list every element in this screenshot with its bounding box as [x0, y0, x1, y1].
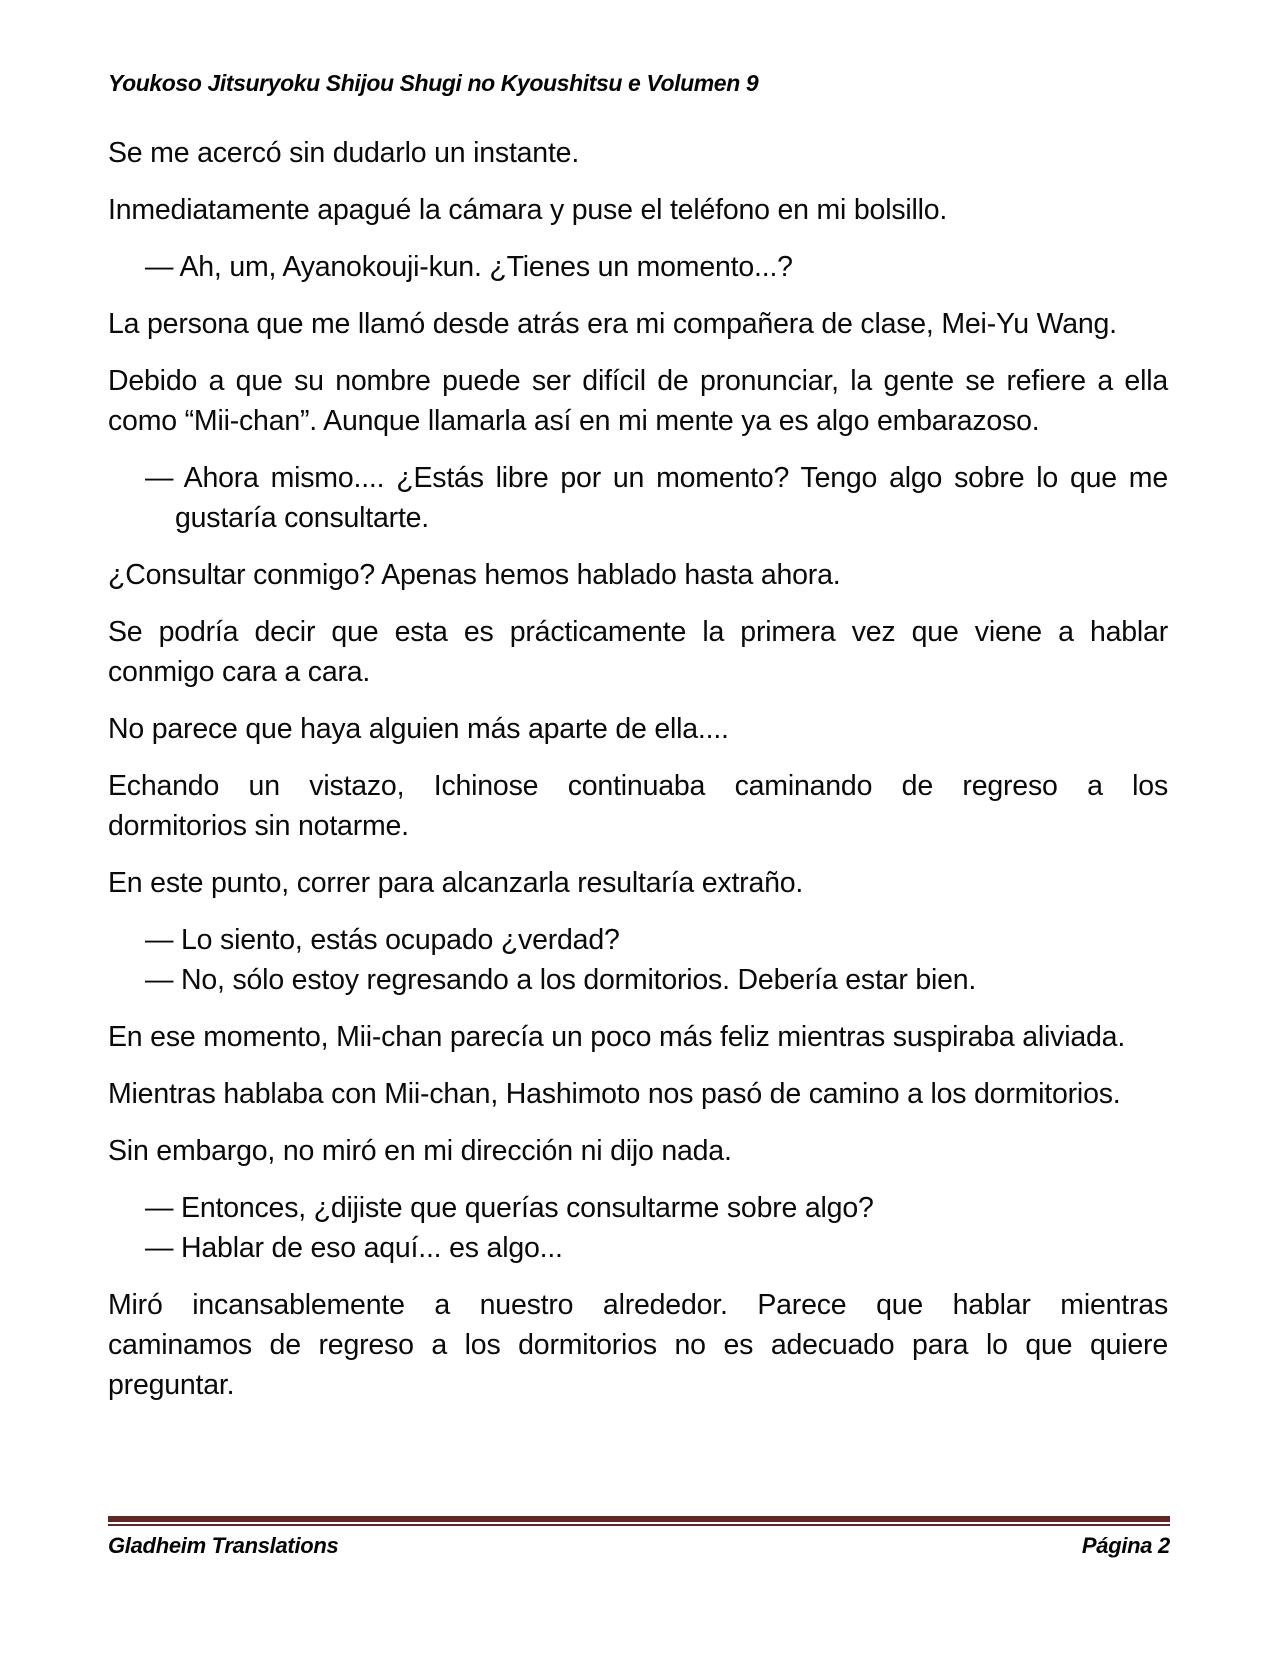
text-line: La persona que me llamó desde atrás era mi compañera de clase, Mei-Yu Wang. [108, 308, 1117, 340]
paragraph [108, 133, 1168, 173]
footer-rule-thin [108, 1524, 1170, 1526]
text-line: preguntar. [108, 1369, 235, 1401]
paragraph [108, 612, 1168, 692]
text-line: — No, sólo estoy regresando a los dormitorios. Debería estar bien. [145, 964, 977, 996]
page-footer [108, 1516, 1170, 1559]
dialogue-paragraph [108, 1188, 1168, 1268]
paragraph [108, 766, 1168, 846]
text-line: Se podría decir que esta es prácticamente la primera vez que viene a hablar [108, 616, 1168, 648]
text-line: Echando un vistazo, Ichinose continuaba caminando de regreso a los [108, 770, 1168, 802]
text-line: Miró incansablemente a nuestro alrededor. Parece que hablar mientras [108, 1289, 1168, 1321]
text-line: Mientras hablaba con Mii-chan, Hashimoto nos pasó de camino a los dormitorios. [108, 1078, 1121, 1110]
text-line: — Lo siento, estás ocupado ¿verdad? [145, 924, 620, 956]
document-title: Youkoso Jitsuryoku Shijou Shugi no Kyoushitsu e Volumen 9 [108, 70, 759, 96]
text-line: caminamos de regreso a los dormitorios no es adecuado para lo que quiere [108, 1329, 1168, 1361]
text-line: Inmediatamente apagué la cámara y puse el teléfono en mi bolsillo. [108, 194, 948, 226]
text-line: conmigo cara a cara. [108, 656, 371, 688]
paragraph [108, 1285, 1168, 1405]
paragraph [108, 361, 1168, 441]
text-line: Debido a que su nombre puede ser difícil de pronunciar, la gente se refiere a ella [108, 365, 1168, 397]
text-line: En ese momento, Mii-chan parecía un poco más feliz mientras suspiraba aliviada. [108, 1021, 1126, 1053]
page-header [108, 70, 1168, 97]
text-line: — Hablar de eso aquí... es algo... [145, 1232, 563, 1264]
paragraph [108, 1017, 1168, 1057]
footer-page-number: Página 2 [1081, 1533, 1170, 1558]
footer-translator-credit: Gladheim Translations [108, 1533, 339, 1558]
text-line: como “Mii-chan”. Aunque llamarla así en mi mente ya es algo embarazoso. [108, 405, 1040, 437]
footer-rule-thick [108, 1516, 1170, 1522]
text-line: gustaría consultarte. [175, 502, 430, 534]
text-line: dormitorios sin notarme. [108, 810, 409, 842]
paragraph [108, 555, 1168, 595]
text-line: En este punto, correr para alcanzarla resultaría extraño. [108, 867, 804, 899]
text-line: No parece que haya alguien más aparte de ella.... [108, 713, 729, 745]
body-text [108, 133, 1168, 1422]
text-line: Se me acercó sin dudarlo un instante. [108, 137, 580, 169]
paragraph [108, 863, 1168, 903]
text-line: ¿Consultar conmigo? Apenas hemos hablado hasta ahora. [108, 559, 841, 591]
text-line: Sin embargo, no miró en mi dirección ni dijo nada. [108, 1135, 732, 1167]
paragraph [108, 1074, 1168, 1114]
text-line: — Ah, um, Ayanokouji-kun. ¿Tienes un momento...? [145, 251, 793, 283]
paragraph [108, 709, 1168, 749]
paragraph [108, 304, 1168, 344]
paragraph [108, 1131, 1168, 1171]
text-line: — Entonces, ¿dijiste que querías consultarme sobre algo? [145, 1192, 874, 1224]
paragraph [108, 190, 1168, 230]
dialogue-paragraph [108, 458, 1168, 538]
dialogue-paragraph [108, 247, 1168, 287]
footer-row [108, 1533, 1170, 1559]
dialogue-paragraph [108, 920, 1168, 1000]
text-line: — Ahora mismo.... ¿Estás libre por un momento? Tengo algo sobre lo que me [145, 462, 1168, 494]
